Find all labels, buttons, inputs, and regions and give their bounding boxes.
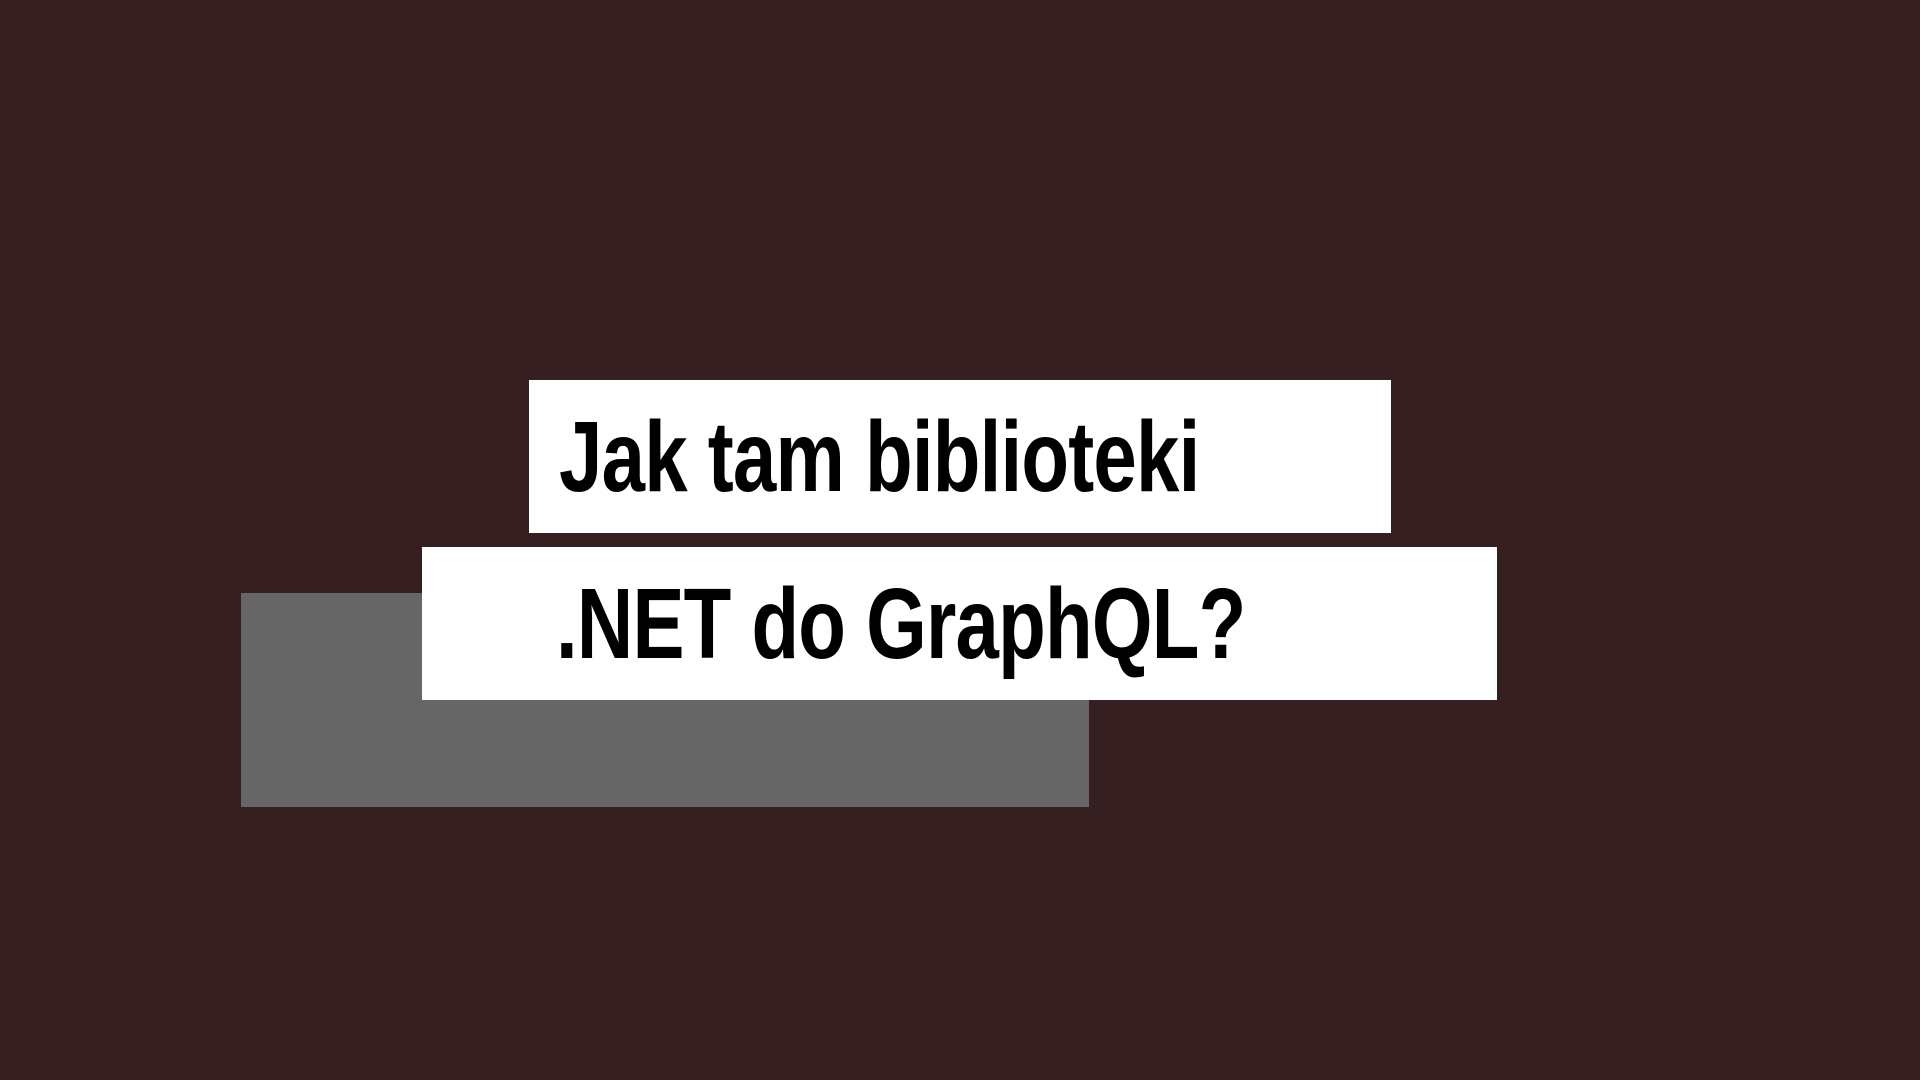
title-box-line-1	[529, 380, 1391, 533]
title-line-1: Jak tam biblioteki	[559, 400, 1200, 513]
title-box-line-2	[422, 547, 1497, 700]
title-line-2: .NET do GraphQL?	[556, 567, 1246, 680]
